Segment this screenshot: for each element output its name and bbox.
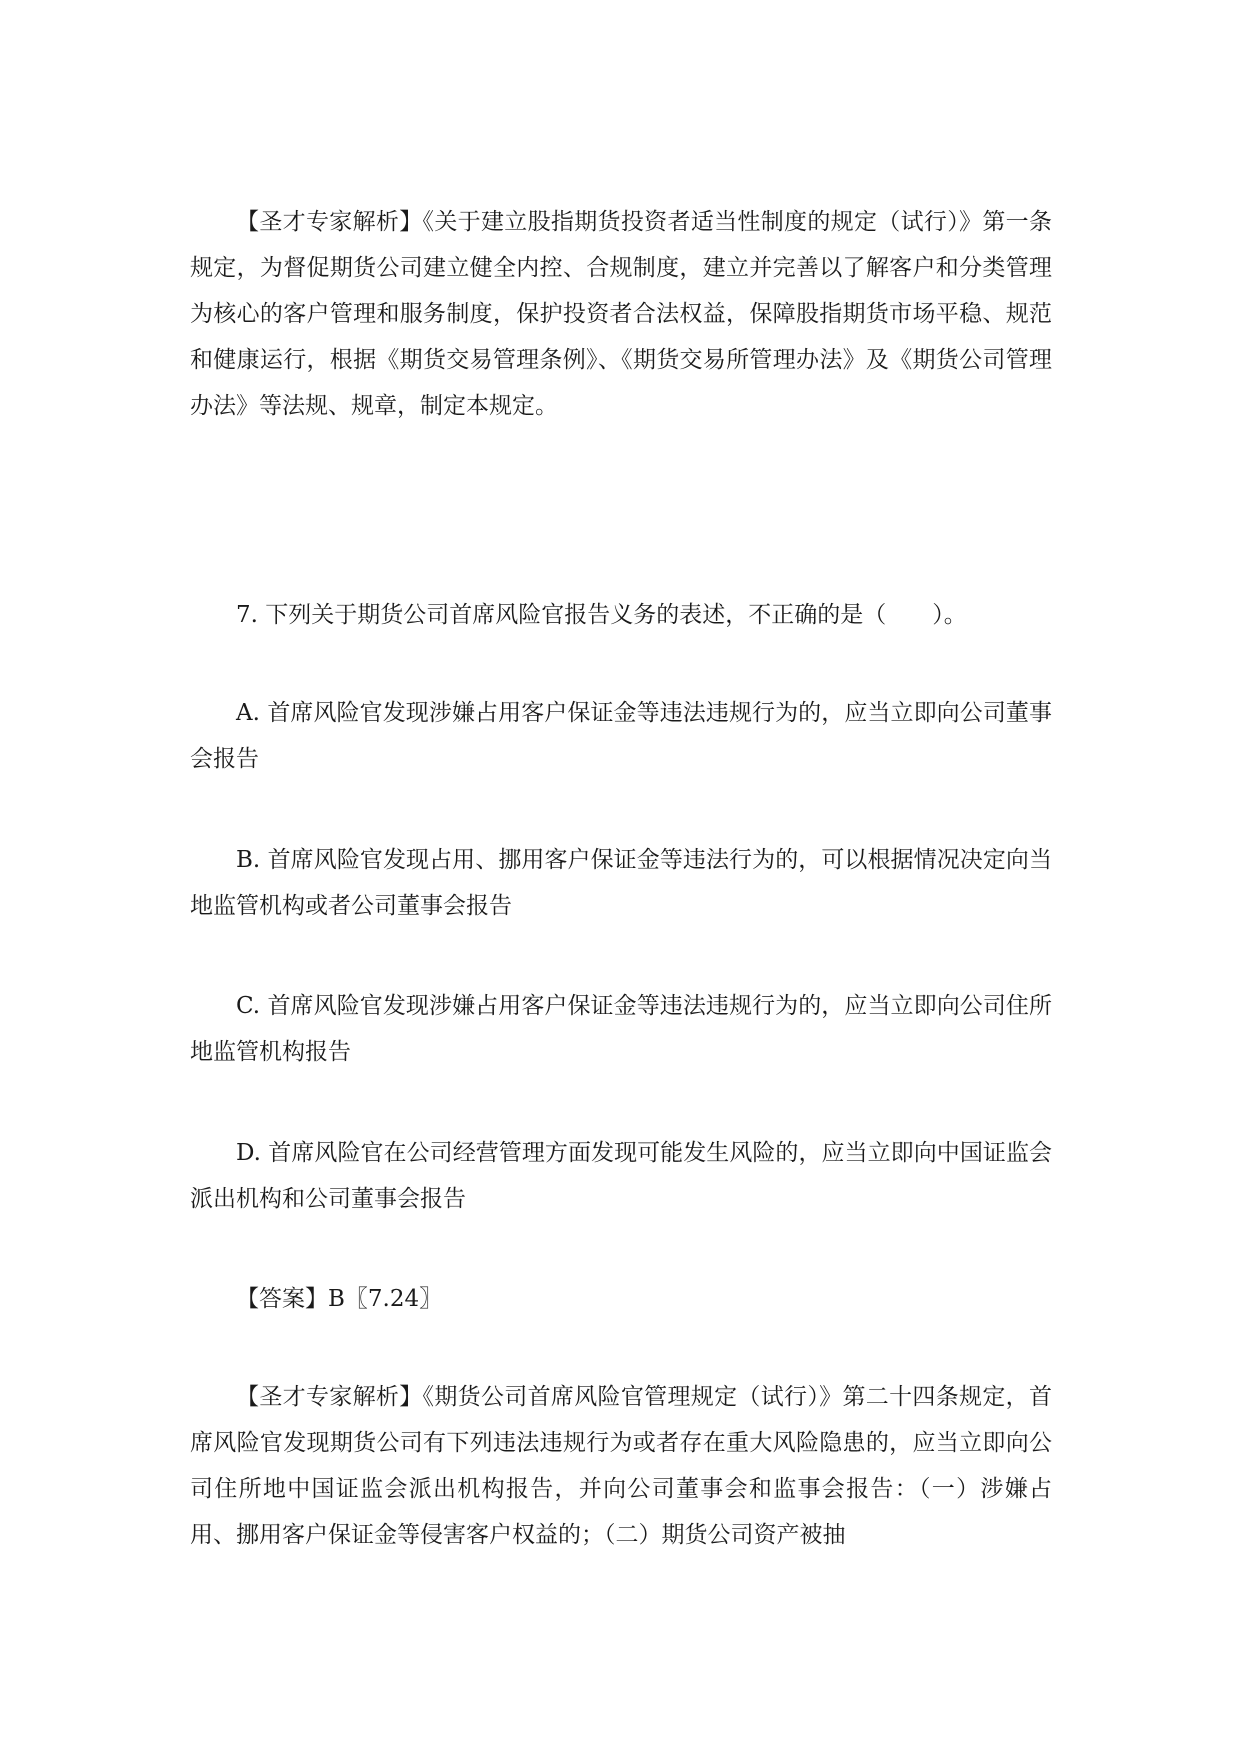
analysis-paragraph-1: 【圣才专家解析】《关于建立股指期货投资者适当性制度的规定（试行）》第一条规定，为督促期货公司建立健全内控、合规制度，建立并完善以了解客户和分类管理为核心的客户管理和服务制度，保护投资者合法权益，保障股指期货市场平稳、规范和健康运行，根据《期货交易管理条例》、《期货交易所管理办法》及《期货公司管理办法》等法规、规章，制定本规定。 xyxy=(190,209,1052,419)
question-stem: 7. 下列关于期货公司首席风险官报告义务的表述，不正确的是（ ）。 xyxy=(236,602,967,628)
analysis-paragraph-2: 【圣才专家解析】《期货公司首席风险官管理规定（试行）》第二十四条规定，首席风险官发现期货公司有下列违法违规行为或者存在重大风险隐患的，应当立即向公司住所地中国证监会派出机构报告，并向公司董事会和监事会报告：（一）涉嫌占用、挪用客户保证金等侵害客户权益的；（二）期货公司资产被抽 xyxy=(190,1384,1052,1548)
option-d: D. 首席风险官在公司经营管理方面发现可能发生风险的，应当立即向中国证监会派出机构和公司董事会报告 xyxy=(190,1140,1052,1212)
option-a: A. 首席风险官发现涉嫌占用客户保证金等违法违规行为的，应当立即向公司董事会报告 xyxy=(190,700,1052,772)
option-c: C. 首席风险官发现涉嫌占用客户保证金等违法违规行为的，应当立即向公司住所地监管机构报告 xyxy=(190,993,1052,1065)
answer-line: 【答案】B〖7.24〗 xyxy=(236,1286,443,1312)
option-b: B. 首席风险官发现占用、挪用客户保证金等违法行为的，可以根据情况决定向当地监管机构或者公司董事会报告 xyxy=(190,847,1052,919)
